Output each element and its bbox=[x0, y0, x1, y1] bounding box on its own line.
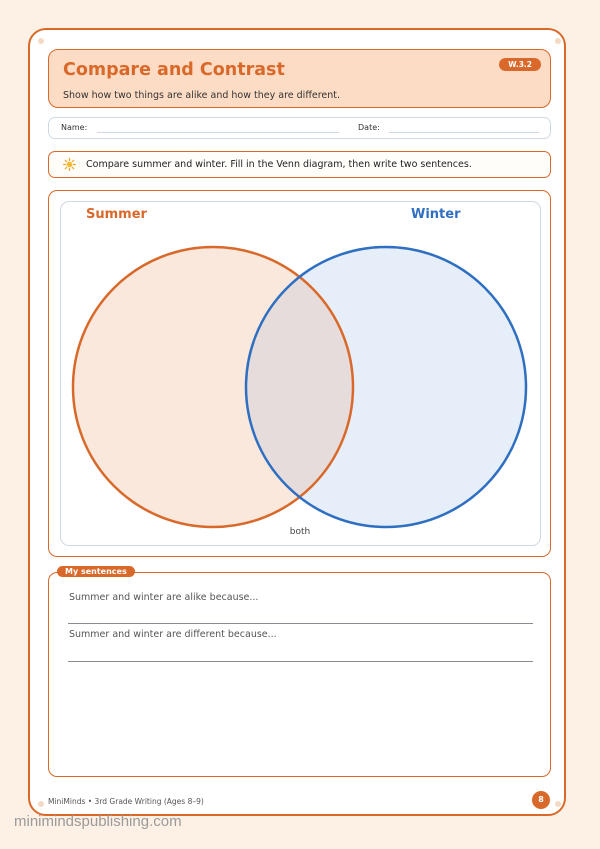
summer-label: Summer bbox=[86, 207, 147, 222]
instruction-text: Compare summer and winter. Fill in the Venn diagram, then write two sentences. bbox=[86, 159, 472, 170]
winter-label: Winter bbox=[411, 207, 461, 222]
alike-writing-line[interactable] bbox=[68, 623, 533, 624]
date-label: Date: bbox=[358, 123, 380, 132]
watermark: minimindspublishing.com bbox=[14, 813, 182, 830]
sentences-tag: My sentences bbox=[57, 566, 135, 577]
standard-badge: W.3.2 bbox=[499, 58, 541, 71]
alike-prompt: Summer and winter are alike because... bbox=[69, 592, 259, 603]
different-writing-line[interactable] bbox=[68, 661, 533, 662]
footer-text: MiniMinds • 3rd Grade Writing (Ages 8–9) bbox=[48, 797, 204, 806]
different-prompt: Summer and winter are different because... bbox=[69, 629, 277, 640]
both-label: both bbox=[289, 527, 311, 537]
page-subtitle: Show how two things are alike and how they are different. bbox=[63, 90, 341, 101]
name-label: Name: bbox=[61, 123, 88, 132]
page-number-badge: 8 bbox=[532, 791, 550, 809]
page-title: Compare and Contrast bbox=[63, 60, 285, 80]
